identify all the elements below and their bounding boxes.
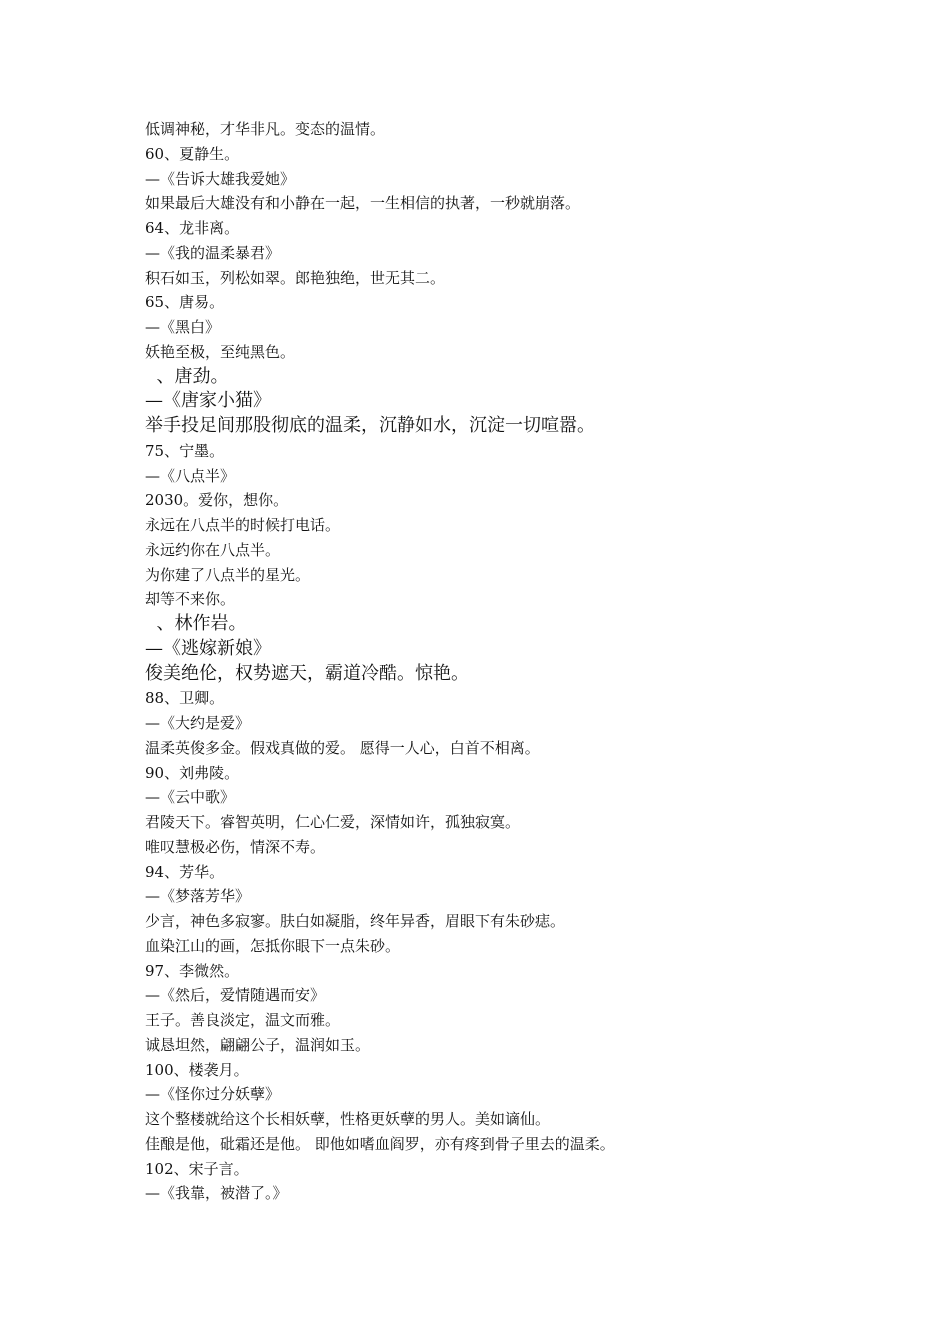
text-line: 温柔英俊多金。假戏真做的爱。 愿得一人心，白首不相离。 xyxy=(145,738,540,757)
text-line: 97、李微然。 xyxy=(145,961,240,980)
text-line: 65、唐易。 xyxy=(145,293,225,312)
text-line: —《怪你过分妖孽》 xyxy=(145,1085,281,1104)
text-line: 少言，神色多寂寥。肤白如凝脂，终年异香，眉眼下有朱砂痣。 xyxy=(145,912,566,930)
text-line: 、林作岩。 xyxy=(145,613,247,634)
text-line: —《告诉大雄我爱她》 xyxy=(145,169,296,188)
text-line: 王子。善良淡定，温文而雅。 xyxy=(145,1011,341,1029)
text-line: 75、宁墨。 xyxy=(145,441,225,460)
text-line: —《梦落芳华》 xyxy=(145,887,251,906)
text-line: —《云中歌》 xyxy=(145,788,236,807)
text-line: —《八点半》 xyxy=(145,466,236,485)
text-line: —《逃嫁新娘》 xyxy=(145,637,271,659)
text-line: —《我的温柔暴君》 xyxy=(145,243,281,262)
text-line: 低调神秘，才华非凡。变态的温情。 xyxy=(145,120,386,138)
text-line: 88、卫卿。 xyxy=(145,689,225,708)
text-line: 为你建了八点半的星光。 xyxy=(145,565,311,584)
text-line: —《唐家小猫》 xyxy=(145,390,271,412)
text-line: 、唐劲。 xyxy=(145,365,229,387)
text-line: 唯叹慧极必伤，情深不寿。 xyxy=(145,837,326,856)
text-line: 却等不来你。 xyxy=(145,590,236,609)
text-line: 102、宋子言。 xyxy=(145,1159,249,1178)
text-line: —《然后，爱情随遇而安》 xyxy=(145,986,326,1005)
text-line: 如果最后大雄没有和小静在一起，一生相信的执著，一秒就崩落。 xyxy=(145,194,581,213)
text-line: 94、芳华。 xyxy=(145,862,225,881)
text-line: —《大约是爱》 xyxy=(145,714,251,732)
text-line: 诚恳坦然，翩翩公子，温润如玉。 xyxy=(145,1035,371,1054)
text-line: 90、刘弗陵。 xyxy=(145,763,240,782)
text-line: 妖艳至极，至纯黑色。 xyxy=(145,342,296,361)
text-line: 君陵天下。睿智英明，仁心仁爱，深情如许，孤独寂寞。 xyxy=(145,813,521,831)
text-line: 永远在八点半的时候打电话。 xyxy=(145,516,341,534)
text-line: 100、楼袭月。 xyxy=(145,1060,249,1079)
text-line: 这个整楼就给这个长相妖孽，性格更妖孽的男人。美如谪仙。 xyxy=(145,1110,551,1128)
text-line: 俊美绝伦，权势遮天，霸道冷酷。惊艳。 xyxy=(145,662,469,684)
document-body xyxy=(145,117,845,1206)
text-line: —《黑白》 xyxy=(145,318,221,336)
text-line: 举手投足间那股彻底的温柔，沉静如水，沉淀一切喧嚣。 xyxy=(145,415,595,436)
text-line: 永远约你在八点半。 xyxy=(145,540,281,559)
text-line: 64、龙非离。 xyxy=(145,219,240,237)
text-line: —《我靠，被潜了。》 xyxy=(145,1184,288,1203)
text-line: 血染江山的画，怎抵你眼下一点朱砂。 xyxy=(145,936,401,955)
text-line: 佳酿是他，砒霜还是他。 即他如嗜血阎罗，亦有疼到骨子里去的温柔。 xyxy=(145,1134,615,1153)
text-line: 2030。爱你，想你。 xyxy=(145,491,289,510)
text-line: 60、夏静生。 xyxy=(145,144,240,163)
text-line: 积石如玉，列松如翠。郎艳独绝，世无其二。 xyxy=(145,268,446,287)
